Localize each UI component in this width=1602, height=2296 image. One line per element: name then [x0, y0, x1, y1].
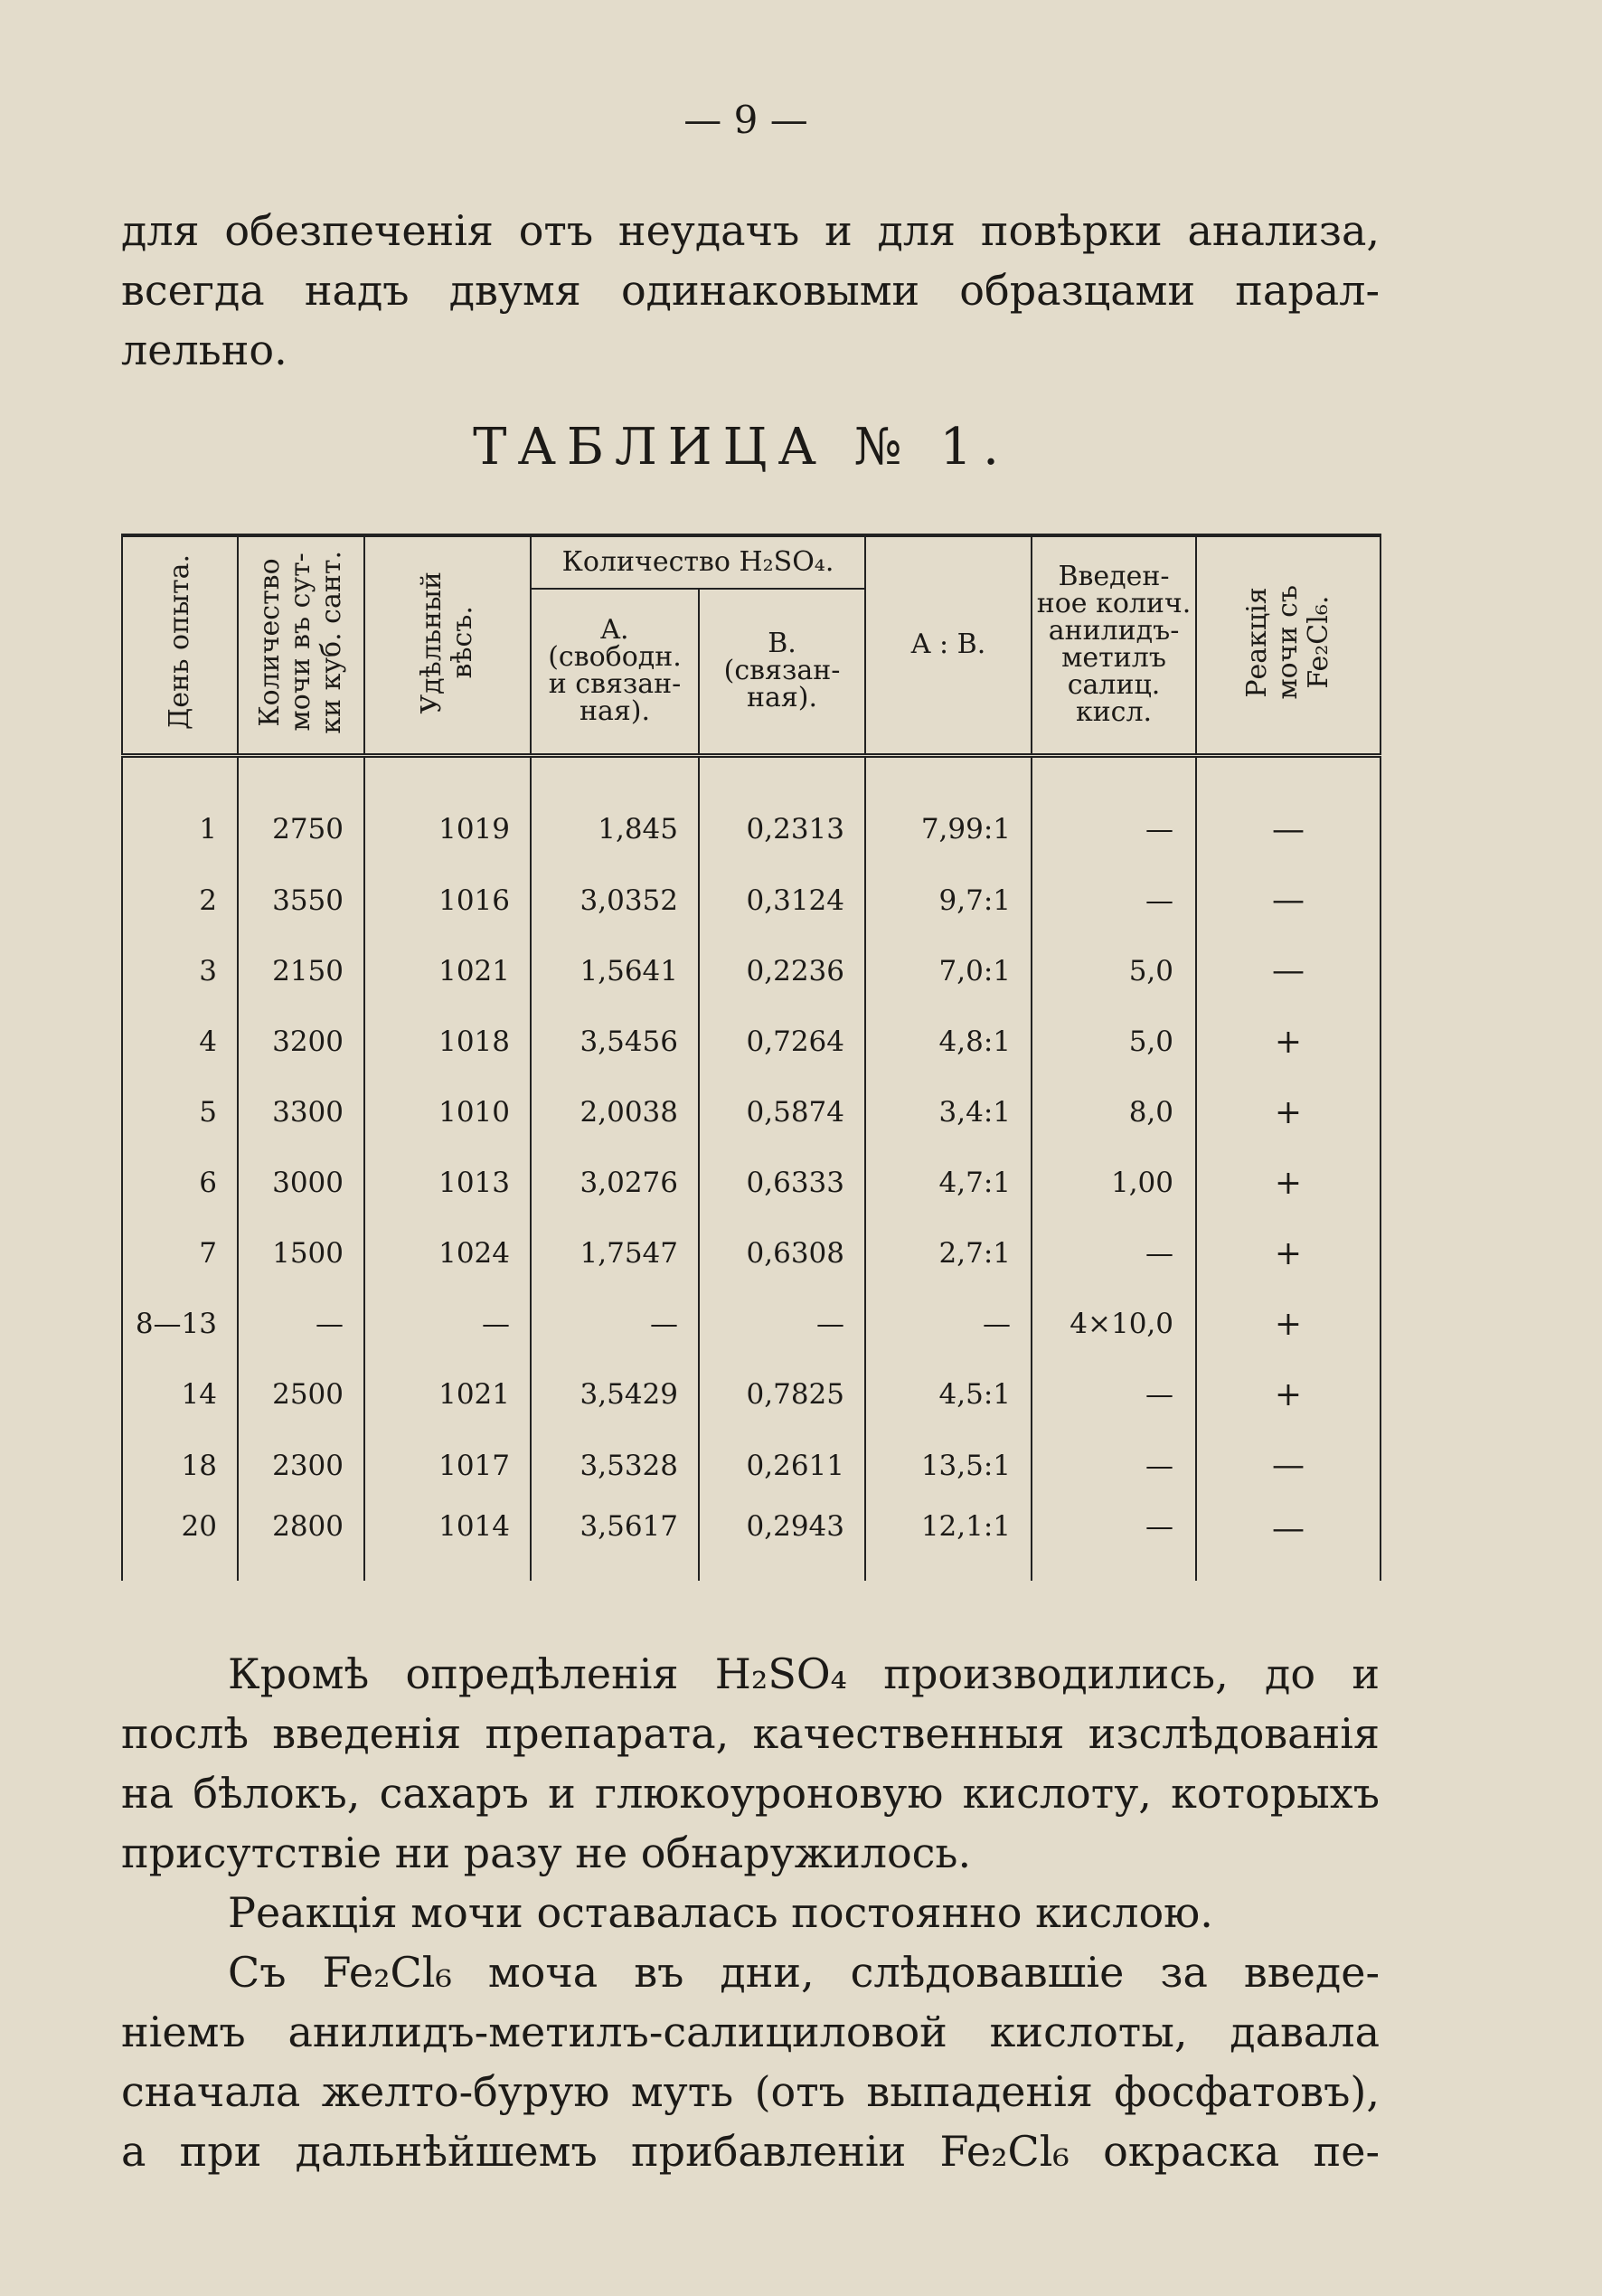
cell-density: 1010 — [364, 1077, 531, 1148]
cell-b: 0,6308 — [699, 1218, 865, 1289]
header-reaction: Реакція мочи съ Fe₂Cl₆. — [1196, 535, 1381, 755]
cell-urine: 1500 — [238, 1218, 364, 1289]
cell-day: 8—13 — [122, 1289, 238, 1359]
cell-b: 0,2236 — [699, 936, 865, 1006]
cell-urine: — — [238, 1289, 364, 1359]
table-title: ТАБЛИЦА № 1. — [473, 418, 1010, 477]
cell-reaction: + — [1196, 1077, 1381, 1148]
cell-reaction: — — [1196, 936, 1381, 1006]
cell-day: 1 — [122, 755, 238, 865]
header-h2so4-group: Количество H₂SO₄. — [531, 535, 865, 589]
table-row — [122, 1006, 1381, 1077]
cell-ratio: 4,5:1 — [865, 1359, 1032, 1430]
cell-a: 3,5429 — [531, 1359, 699, 1430]
cell-b: 0,2611 — [699, 1431, 865, 1501]
cell-a: 1,5641 — [531, 936, 699, 1006]
table-row — [122, 1359, 1381, 1430]
cell-a: 3,5617 — [531, 1501, 699, 1581]
header-day: День опыта. — [122, 535, 238, 755]
cell-urine: 3200 — [238, 1006, 364, 1077]
cell-a: — — [531, 1289, 699, 1359]
cell-reaction: — — [1196, 755, 1381, 865]
table-row — [122, 1218, 1381, 1289]
header-a: A. (свободн. и связан- ная). — [531, 589, 699, 755]
cell-b: 0,7825 — [699, 1359, 865, 1430]
cell-reaction: + — [1196, 1289, 1381, 1359]
text-line: лельно. — [121, 326, 287, 374]
text-line: ніемъ анилидъ-метилъ-салициловой кислоты, давала — [121, 2008, 1380, 2056]
cell-day: 14 — [122, 1359, 238, 1430]
cell-b: 0,7264 — [699, 1006, 865, 1077]
cell-a: 1,7547 — [531, 1218, 699, 1289]
cell-ratio: 4,7:1 — [865, 1148, 1032, 1218]
table-row — [122, 1148, 1381, 1218]
cell-density: 1021 — [364, 1359, 531, 1430]
cell-ratio: 7,99:1 — [865, 755, 1032, 865]
cell-reaction: + — [1196, 1218, 1381, 1289]
text-line: Кромѣ опредѣленія H₂SO₄ производились, до и — [228, 1649, 1380, 1698]
cell-drug: — — [1032, 1218, 1196, 1289]
cell-drug: — — [1032, 1359, 1196, 1430]
cell-a: 3,5456 — [531, 1006, 699, 1077]
cell-density: — — [364, 1289, 531, 1359]
cell-urine: 3300 — [238, 1077, 364, 1148]
cell-reaction: — — [1196, 1501, 1381, 1581]
header-density: Удѣльный вѣсъ. — [364, 535, 531, 755]
text-line: присутствіе ни разу не обнаружилось. — [121, 1828, 972, 1877]
cell-b: 0,2313 — [699, 755, 865, 865]
header-drug-amount: Введен- ное колич. анилидъ- метилъ салиц. кисл. — [1032, 535, 1196, 755]
cell-ratio: — — [865, 1289, 1032, 1359]
cell-drug: 1,00 — [1032, 1148, 1196, 1218]
cell-reaction: — — [1196, 865, 1381, 936]
cell-density: 1024 — [364, 1218, 531, 1289]
table-row — [122, 1289, 1381, 1359]
cell-urine: 2750 — [238, 755, 364, 865]
cell-drug: 5,0 — [1032, 1006, 1196, 1077]
cell-reaction: + — [1196, 1148, 1381, 1218]
cell-density: 1016 — [364, 865, 531, 936]
cell-b: 0,6333 — [699, 1148, 865, 1218]
table-row — [122, 1077, 1381, 1148]
table-row — [122, 755, 1381, 865]
data-table — [121, 534, 1380, 1581]
cell-day: 20 — [122, 1501, 238, 1581]
cell-drug: — — [1032, 865, 1196, 936]
cell-day: 3 — [122, 936, 238, 1006]
top-paragraph — [121, 201, 1380, 380]
cell-drug: 4×10,0 — [1032, 1289, 1196, 1359]
cell-ratio: 3,4:1 — [865, 1077, 1032, 1148]
cell-reaction: + — [1196, 1359, 1381, 1430]
header-urine-amount: Количество мочи въ сут- ки куб. сант. — [238, 535, 364, 755]
cell-density: 1013 — [364, 1148, 531, 1218]
cell-urine: 2500 — [238, 1359, 364, 1430]
cell-b: 0,3124 — [699, 865, 865, 936]
cell-day: 18 — [122, 1431, 238, 1501]
text-line: послѣ введенія препарата, качественныя изслѣдованія — [121, 1709, 1380, 1758]
cell-ratio: 2,7:1 — [865, 1218, 1032, 1289]
cell-density: 1018 — [364, 1006, 531, 1077]
page-number: — 9 — — [683, 98, 808, 142]
text-line: Съ Fe₂Cl₆ моча въ дни, слѣдовавшіе за введе- — [228, 1948, 1380, 1997]
table-row — [122, 936, 1381, 1006]
cell-day: 7 — [122, 1218, 238, 1289]
table-row — [122, 865, 1381, 936]
cell-a: 3,0352 — [531, 865, 699, 936]
text-line: а при дальнѣйшемъ прибавленіи Fe₂Cl₆ окраска пе- — [121, 2127, 1380, 2176]
header-b: B. (связан- ная). — [699, 589, 865, 755]
cell-a: 1,845 — [531, 755, 699, 865]
cell-density: 1021 — [364, 936, 531, 1006]
cell-ratio: 13,5:1 — [865, 1431, 1032, 1501]
text-line: для обезпеченія отъ неудачъ и для повѣрки анализа, — [121, 206, 1380, 255]
text-line: сначала желто-бурую муть (отъ выпаденія фосфатовъ), — [121, 2067, 1380, 2116]
cell-a: 3,0276 — [531, 1148, 699, 1218]
cell-a: 2,0038 — [531, 1077, 699, 1148]
table-row — [122, 1501, 1381, 1581]
cell-density: 1014 — [364, 1501, 531, 1581]
header-ratio: A : B. — [865, 535, 1032, 755]
cell-drug: 5,0 — [1032, 936, 1196, 1006]
cell-drug: 8,0 — [1032, 1077, 1196, 1148]
cell-reaction: + — [1196, 1006, 1381, 1077]
cell-density: 1017 — [364, 1431, 531, 1501]
table-body — [122, 755, 1381, 1581]
cell-a: 3,5328 — [531, 1431, 699, 1501]
cell-ratio: 12,1:1 — [865, 1501, 1032, 1581]
table-row — [122, 1431, 1381, 1501]
cell-ratio: 7,0:1 — [865, 936, 1032, 1006]
cell-b: 0,2943 — [699, 1501, 865, 1581]
cell-day: 2 — [122, 865, 238, 936]
text-line: всегда надъ двумя одинаковыми образцами парал- — [121, 266, 1380, 315]
cell-day: 5 — [122, 1077, 238, 1148]
cell-urine: 2800 — [238, 1501, 364, 1581]
cell-density: 1019 — [364, 755, 531, 865]
cell-urine: 2300 — [238, 1431, 364, 1501]
cell-urine: 3550 — [238, 865, 364, 936]
cell-ratio: 9,7:1 — [865, 865, 1032, 936]
cell-drug: — — [1032, 1501, 1196, 1581]
cell-ratio: 4,8:1 — [865, 1006, 1032, 1077]
cell-reaction: — — [1196, 1431, 1381, 1501]
cell-urine: 3000 — [238, 1148, 364, 1218]
cell-b: 0,5874 — [699, 1077, 865, 1148]
cell-day: 4 — [122, 1006, 238, 1077]
cell-drug: — — [1032, 1431, 1196, 1501]
cell-b: — — [699, 1289, 865, 1359]
cell-day: 6 — [122, 1148, 238, 1218]
cell-urine: 2150 — [238, 936, 364, 1006]
text-line: на бѣлокъ, сахаръ и глюкоуроновую кислоту, которыхъ — [121, 1769, 1380, 1818]
after-paragraphs — [121, 1644, 1380, 2181]
text-line: Реакція мочи оставалась постоянно кислою. — [228, 1888, 1213, 1937]
cell-drug: — — [1032, 755, 1196, 865]
